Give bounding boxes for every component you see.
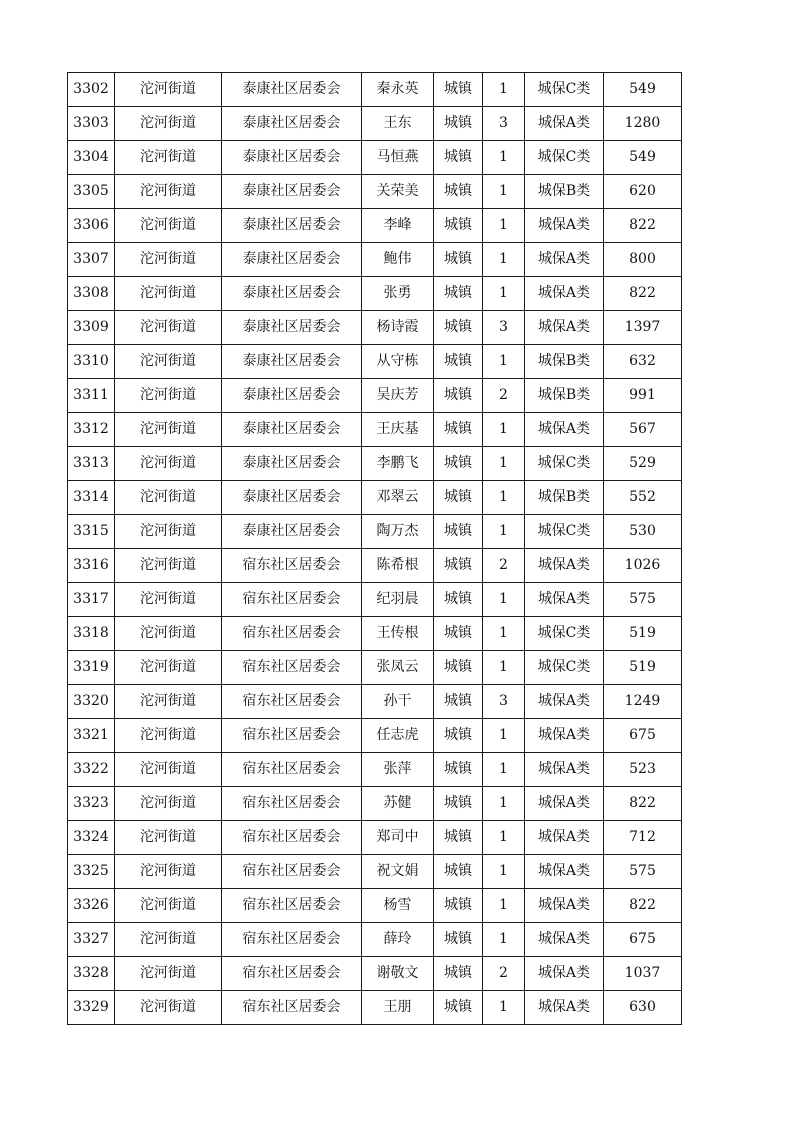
cell-insurance-class: 城保A类: [525, 549, 604, 583]
cell-street: 沱河街道: [115, 515, 222, 549]
table-row: [68, 107, 682, 141]
cell-name: 杨雪: [362, 889, 434, 923]
cell-name: 邓翠云: [362, 481, 434, 515]
cell-insurance-class: 城保B类: [525, 379, 604, 413]
cell-serial-number: 3329: [68, 991, 115, 1025]
cell-amount: 800: [604, 243, 682, 277]
cell-name: 王传根: [362, 617, 434, 651]
cell-household-size: 2: [483, 379, 525, 413]
cell-category: 城镇: [434, 311, 483, 345]
cell-household-size: 1: [483, 787, 525, 821]
cell-community: 宿东社区居委会: [222, 651, 362, 685]
cell-category: 城镇: [434, 481, 483, 515]
cell-insurance-class: 城保C类: [525, 141, 604, 175]
cell-street: 沱河街道: [115, 379, 222, 413]
cell-serial-number: 3321: [68, 719, 115, 753]
cell-household-size: 1: [483, 651, 525, 685]
cell-amount: 675: [604, 923, 682, 957]
cell-name: 吴庆芳: [362, 379, 434, 413]
cell-category: 城镇: [434, 889, 483, 923]
cell-serial-number: 3314: [68, 481, 115, 515]
table-row: [68, 685, 682, 719]
cell-name: 关荣美: [362, 175, 434, 209]
cell-category: 城镇: [434, 515, 483, 549]
cell-serial-number: 3322: [68, 753, 115, 787]
table-row: [68, 311, 682, 345]
table-row: [68, 923, 682, 957]
cell-household-size: 1: [483, 175, 525, 209]
cell-category: 城镇: [434, 787, 483, 821]
cell-serial-number: 3308: [68, 277, 115, 311]
cell-street: 沱河街道: [115, 855, 222, 889]
cell-household-size: 1: [483, 719, 525, 753]
cell-street: 沱河街道: [115, 617, 222, 651]
cell-community: 泰康社区居委会: [222, 447, 362, 481]
cell-community: 宿东社区居委会: [222, 685, 362, 719]
cell-street: 沱河街道: [115, 175, 222, 209]
cell-community: 泰康社区居委会: [222, 141, 362, 175]
cell-insurance-class: 城保A类: [525, 413, 604, 447]
table-row: [68, 787, 682, 821]
cell-amount: 519: [604, 617, 682, 651]
cell-community: 泰康社区居委会: [222, 107, 362, 141]
cell-category: 城镇: [434, 141, 483, 175]
cell-category: 城镇: [434, 719, 483, 753]
cell-amount: 822: [604, 889, 682, 923]
table-row: [68, 821, 682, 855]
cell-household-size: 1: [483, 923, 525, 957]
cell-serial-number: 3304: [68, 141, 115, 175]
cell-name: 任志虎: [362, 719, 434, 753]
cell-category: 城镇: [434, 73, 483, 107]
cell-amount: 1026: [604, 549, 682, 583]
cell-serial-number: 3324: [68, 821, 115, 855]
cell-community: 宿东社区居委会: [222, 923, 362, 957]
table-row: [68, 277, 682, 311]
cell-community: 泰康社区居委会: [222, 481, 362, 515]
cell-insurance-class: 城保A类: [525, 583, 604, 617]
cell-category: 城镇: [434, 583, 483, 617]
cell-street: 沱河街道: [115, 243, 222, 277]
cell-amount: 549: [604, 141, 682, 175]
table-row: [68, 719, 682, 753]
cell-name: 王朋: [362, 991, 434, 1025]
cell-serial-number: 3309: [68, 311, 115, 345]
cell-name: 王庆基: [362, 413, 434, 447]
cell-serial-number: 3319: [68, 651, 115, 685]
cell-amount: 991: [604, 379, 682, 413]
cell-category: 城镇: [434, 379, 483, 413]
cell-household-size: 3: [483, 107, 525, 141]
cell-community: 宿东社区居委会: [222, 855, 362, 889]
cell-amount: 530: [604, 515, 682, 549]
cell-street: 沱河街道: [115, 753, 222, 787]
cell-street: 沱河街道: [115, 549, 222, 583]
cell-insurance-class: 城保B类: [525, 175, 604, 209]
cell-name: 郑司中: [362, 821, 434, 855]
cell-household-size: 1: [483, 855, 525, 889]
cell-name: 杨诗霞: [362, 311, 434, 345]
table-row: [68, 481, 682, 515]
cell-insurance-class: 城保A类: [525, 277, 604, 311]
cell-amount: 822: [604, 277, 682, 311]
cell-insurance-class: 城保C类: [525, 73, 604, 107]
table-row: [68, 957, 682, 991]
cell-serial-number: 3302: [68, 73, 115, 107]
cell-amount: 1280: [604, 107, 682, 141]
cell-insurance-class: 城保A类: [525, 243, 604, 277]
cell-amount: 523: [604, 753, 682, 787]
cell-category: 城镇: [434, 447, 483, 481]
cell-category: 城镇: [434, 277, 483, 311]
cell-insurance-class: 城保B类: [525, 345, 604, 379]
table-row: [68, 991, 682, 1025]
cell-serial-number: 3323: [68, 787, 115, 821]
cell-street: 沱河街道: [115, 685, 222, 719]
cell-community: 泰康社区居委会: [222, 345, 362, 379]
cell-category: 城镇: [434, 957, 483, 991]
cell-amount: 552: [604, 481, 682, 515]
cell-insurance-class: 城保C类: [525, 651, 604, 685]
cell-serial-number: 3317: [68, 583, 115, 617]
cell-category: 城镇: [434, 549, 483, 583]
cell-community: 泰康社区居委会: [222, 413, 362, 447]
table-row: [68, 243, 682, 277]
cell-household-size: 1: [483, 73, 525, 107]
cell-street: 沱河街道: [115, 991, 222, 1025]
cell-community: 宿东社区居委会: [222, 617, 362, 651]
cell-amount: 822: [604, 209, 682, 243]
cell-community: 宿东社区居委会: [222, 991, 362, 1025]
cell-street: 沱河街道: [115, 889, 222, 923]
cell-insurance-class: 城保A类: [525, 991, 604, 1025]
cell-name: 李鹏飞: [362, 447, 434, 481]
cell-amount: 1037: [604, 957, 682, 991]
cell-name: 秦永英: [362, 73, 434, 107]
table-row: [68, 651, 682, 685]
cell-category: 城镇: [434, 617, 483, 651]
cell-amount: 567: [604, 413, 682, 447]
cell-street: 沱河街道: [115, 277, 222, 311]
cell-household-size: 3: [483, 685, 525, 719]
cell-category: 城镇: [434, 821, 483, 855]
cell-community: 宿东社区居委会: [222, 787, 362, 821]
cell-serial-number: 3310: [68, 345, 115, 379]
cell-category: 城镇: [434, 107, 483, 141]
cell-category: 城镇: [434, 753, 483, 787]
cell-household-size: 1: [483, 583, 525, 617]
cell-insurance-class: 城保A类: [525, 753, 604, 787]
cell-serial-number: 3328: [68, 957, 115, 991]
table-row: [68, 73, 682, 107]
cell-household-size: 1: [483, 447, 525, 481]
cell-street: 沱河街道: [115, 821, 222, 855]
table-row: [68, 413, 682, 447]
table-row: [68, 889, 682, 923]
cell-name: 孙干: [362, 685, 434, 719]
cell-street: 沱河街道: [115, 923, 222, 957]
cell-name: 陈希根: [362, 549, 434, 583]
cell-amount: 575: [604, 583, 682, 617]
table-row: [68, 175, 682, 209]
cell-amount: 675: [604, 719, 682, 753]
cell-serial-number: 3305: [68, 175, 115, 209]
cell-insurance-class: 城保A类: [525, 923, 604, 957]
cell-serial-number: 3318: [68, 617, 115, 651]
cell-serial-number: 3315: [68, 515, 115, 549]
cell-household-size: 1: [483, 889, 525, 923]
cell-amount: 822: [604, 787, 682, 821]
cell-insurance-class: 城保C类: [525, 617, 604, 651]
cell-name: 鲍伟: [362, 243, 434, 277]
cell-category: 城镇: [434, 175, 483, 209]
cell-street: 沱河街道: [115, 311, 222, 345]
cell-amount: 632: [604, 345, 682, 379]
table-row: [68, 753, 682, 787]
table-row: [68, 447, 682, 481]
cell-street: 沱河街道: [115, 787, 222, 821]
cell-household-size: 1: [483, 277, 525, 311]
cell-street: 沱河街道: [115, 413, 222, 447]
cell-serial-number: 3303: [68, 107, 115, 141]
cell-household-size: 3: [483, 311, 525, 345]
cell-category: 城镇: [434, 685, 483, 719]
cell-amount: 712: [604, 821, 682, 855]
cell-amount: 1397: [604, 311, 682, 345]
cell-street: 沱河街道: [115, 107, 222, 141]
cell-serial-number: 3313: [68, 447, 115, 481]
cell-category: 城镇: [434, 991, 483, 1025]
cell-street: 沱河街道: [115, 583, 222, 617]
table-row: [68, 617, 682, 651]
cell-amount: 519: [604, 651, 682, 685]
cell-community: 宿东社区居委会: [222, 821, 362, 855]
cell-household-size: 1: [483, 413, 525, 447]
cell-serial-number: 3312: [68, 413, 115, 447]
cell-household-size: 1: [483, 141, 525, 175]
cell-community: 泰康社区居委会: [222, 277, 362, 311]
cell-street: 沱河街道: [115, 345, 222, 379]
cell-name: 谢敬文: [362, 957, 434, 991]
cell-insurance-class: 城保C类: [525, 447, 604, 481]
cell-street: 沱河街道: [115, 73, 222, 107]
cell-insurance-class: 城保A类: [525, 685, 604, 719]
cell-name: 纪羽晨: [362, 583, 434, 617]
cell-street: 沱河街道: [115, 957, 222, 991]
cell-name: 祝文娟: [362, 855, 434, 889]
cell-name: 张勇: [362, 277, 434, 311]
cell-community: 泰康社区居委会: [222, 73, 362, 107]
cell-category: 城镇: [434, 243, 483, 277]
roster-table: [67, 72, 682, 1025]
cell-name: 张凤云: [362, 651, 434, 685]
cell-category: 城镇: [434, 209, 483, 243]
cell-community: 宿东社区居委会: [222, 957, 362, 991]
cell-category: 城镇: [434, 413, 483, 447]
cell-household-size: 1: [483, 345, 525, 379]
cell-community: 泰康社区居委会: [222, 175, 362, 209]
cell-household-size: 1: [483, 481, 525, 515]
cell-name: 马恒燕: [362, 141, 434, 175]
cell-category: 城镇: [434, 923, 483, 957]
cell-community: 泰康社区居委会: [222, 515, 362, 549]
roster-body: [68, 73, 682, 1025]
cell-name: 陶万杰: [362, 515, 434, 549]
cell-name: 苏健: [362, 787, 434, 821]
cell-household-size: 1: [483, 821, 525, 855]
cell-serial-number: 3307: [68, 243, 115, 277]
cell-community: 宿东社区居委会: [222, 719, 362, 753]
cell-household-size: 1: [483, 209, 525, 243]
cell-category: 城镇: [434, 651, 483, 685]
roster-sheet: [67, 72, 682, 1025]
cell-amount: 620: [604, 175, 682, 209]
cell-street: 沱河街道: [115, 481, 222, 515]
cell-street: 沱河街道: [115, 209, 222, 243]
cell-street: 沱河街道: [115, 447, 222, 481]
table-row: [68, 141, 682, 175]
cell-insurance-class: 城保A类: [525, 821, 604, 855]
cell-community: 泰康社区居委会: [222, 311, 362, 345]
cell-insurance-class: 城保A类: [525, 889, 604, 923]
cell-insurance-class: 城保B类: [525, 481, 604, 515]
cell-street: 沱河街道: [115, 141, 222, 175]
cell-household-size: 2: [483, 957, 525, 991]
cell-insurance-class: 城保A类: [525, 719, 604, 753]
cell-name: 王东: [362, 107, 434, 141]
cell-insurance-class: 城保A类: [525, 787, 604, 821]
cell-name: 从守栋: [362, 345, 434, 379]
cell-serial-number: 3316: [68, 549, 115, 583]
table-row: [68, 345, 682, 379]
cell-amount: 630: [604, 991, 682, 1025]
cell-insurance-class: 城保A类: [525, 107, 604, 141]
table-row: [68, 515, 682, 549]
cell-insurance-class: 城保A类: [525, 957, 604, 991]
cell-household-size: 1: [483, 991, 525, 1025]
cell-community: 泰康社区居委会: [222, 379, 362, 413]
cell-community: 宿东社区居委会: [222, 889, 362, 923]
cell-community: 宿东社区居委会: [222, 583, 362, 617]
cell-name: 张萍: [362, 753, 434, 787]
cell-name: 李峰: [362, 209, 434, 243]
cell-street: 沱河街道: [115, 651, 222, 685]
cell-community: 宿东社区居委会: [222, 753, 362, 787]
cell-serial-number: 3311: [68, 379, 115, 413]
table-row: [68, 209, 682, 243]
cell-household-size: 1: [483, 515, 525, 549]
cell-community: 宿东社区居委会: [222, 549, 362, 583]
cell-serial-number: 3327: [68, 923, 115, 957]
cell-amount: 549: [604, 73, 682, 107]
cell-street: 沱河街道: [115, 719, 222, 753]
table-row: [68, 549, 682, 583]
cell-household-size: 2: [483, 549, 525, 583]
cell-amount: 1249: [604, 685, 682, 719]
cell-amount: 529: [604, 447, 682, 481]
cell-serial-number: 3306: [68, 209, 115, 243]
table-row: [68, 855, 682, 889]
cell-community: 泰康社区居委会: [222, 243, 362, 277]
cell-name: 薛玲: [362, 923, 434, 957]
table-row: [68, 583, 682, 617]
cell-insurance-class: 城保A类: [525, 855, 604, 889]
cell-category: 城镇: [434, 855, 483, 889]
cell-household-size: 1: [483, 617, 525, 651]
cell-community: 泰康社区居委会: [222, 209, 362, 243]
table-row: [68, 379, 682, 413]
cell-insurance-class: 城保A类: [525, 311, 604, 345]
cell-household-size: 1: [483, 243, 525, 277]
cell-household-size: 1: [483, 753, 525, 787]
cell-serial-number: 3325: [68, 855, 115, 889]
cell-insurance-class: 城保A类: [525, 209, 604, 243]
cell-serial-number: 3326: [68, 889, 115, 923]
cell-insurance-class: 城保C类: [525, 515, 604, 549]
cell-category: 城镇: [434, 345, 483, 379]
cell-amount: 575: [604, 855, 682, 889]
cell-serial-number: 3320: [68, 685, 115, 719]
